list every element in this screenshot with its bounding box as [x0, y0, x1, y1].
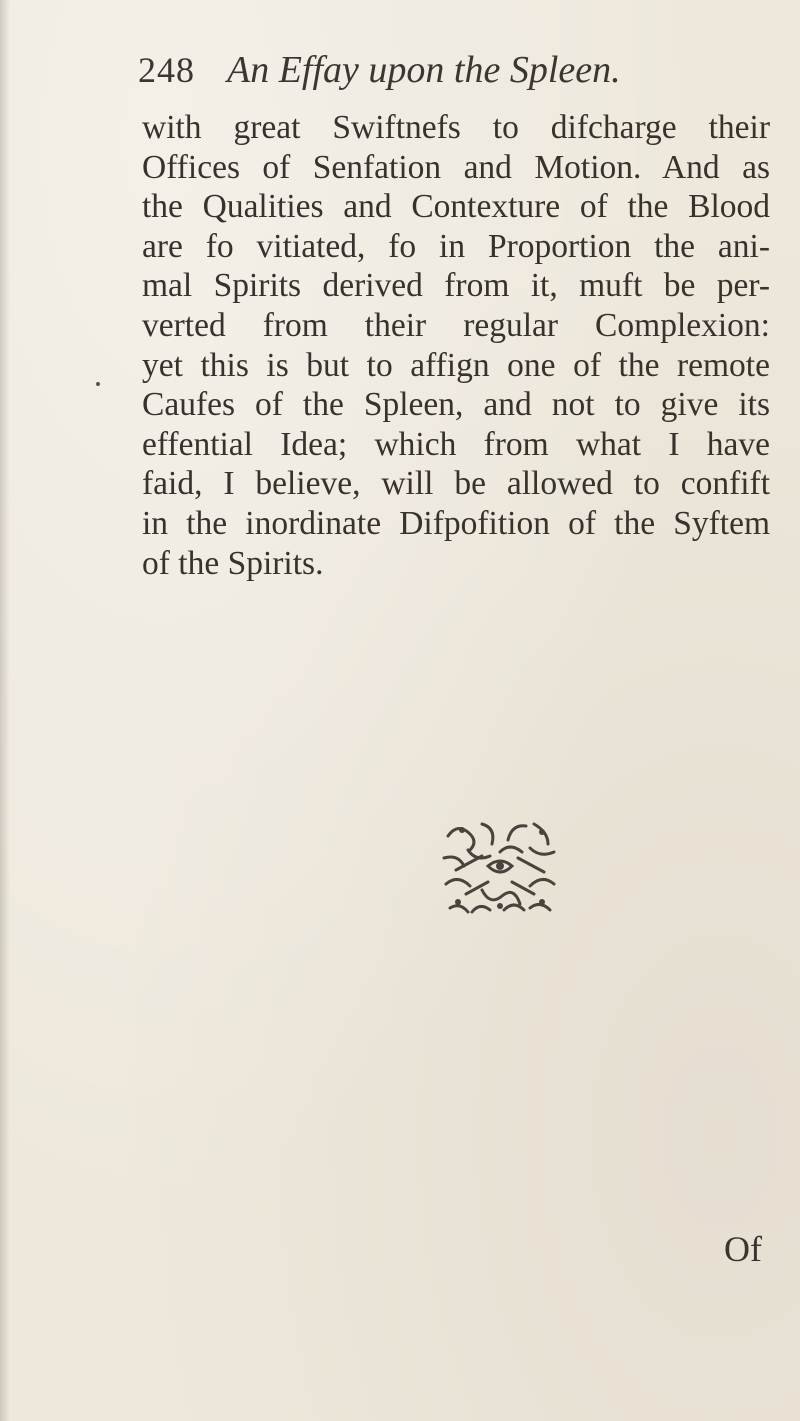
- page-header: [138, 48, 698, 98]
- margin-speck: [96, 382, 100, 386]
- text-line: with great Swiftnefs to difcharge their: [142, 109, 770, 146]
- text-line: are fo vitiated, fo in Proportion the ani-: [142, 227, 770, 265]
- text-line: Caufes of the Spleen, and not to give its: [142, 386, 770, 424]
- catchword: Of: [724, 1229, 762, 1269]
- floral-printers-ornament-icon: [438, 818, 562, 920]
- running-title: An Effay upon the Spleen.: [227, 49, 621, 91]
- text-line: verted from their regular Complexion:: [142, 306, 770, 344]
- text-line: effential Idea; which from what I have: [142, 425, 770, 463]
- text-line: yet this is but to affign one of the remote: [142, 346, 770, 384]
- page-edge-shadow: [0, 0, 10, 1421]
- body-paragraph: [142, 108, 770, 583]
- text-line: the Qualities and Contexture of the Blood: [142, 188, 770, 226]
- text-line: faid, I believe, will be allowed to confift: [142, 465, 770, 503]
- text-line: Offices of Senfation and Motion. And as: [142, 148, 770, 186]
- text-line: in the inordinate Difpofition of the Syftem: [142, 504, 770, 542]
- text-line: of the Spirits.: [142, 544, 324, 582]
- text-line: mal Spirits derived from it, muft be per-: [142, 267, 770, 305]
- page-number: 248: [138, 50, 195, 90]
